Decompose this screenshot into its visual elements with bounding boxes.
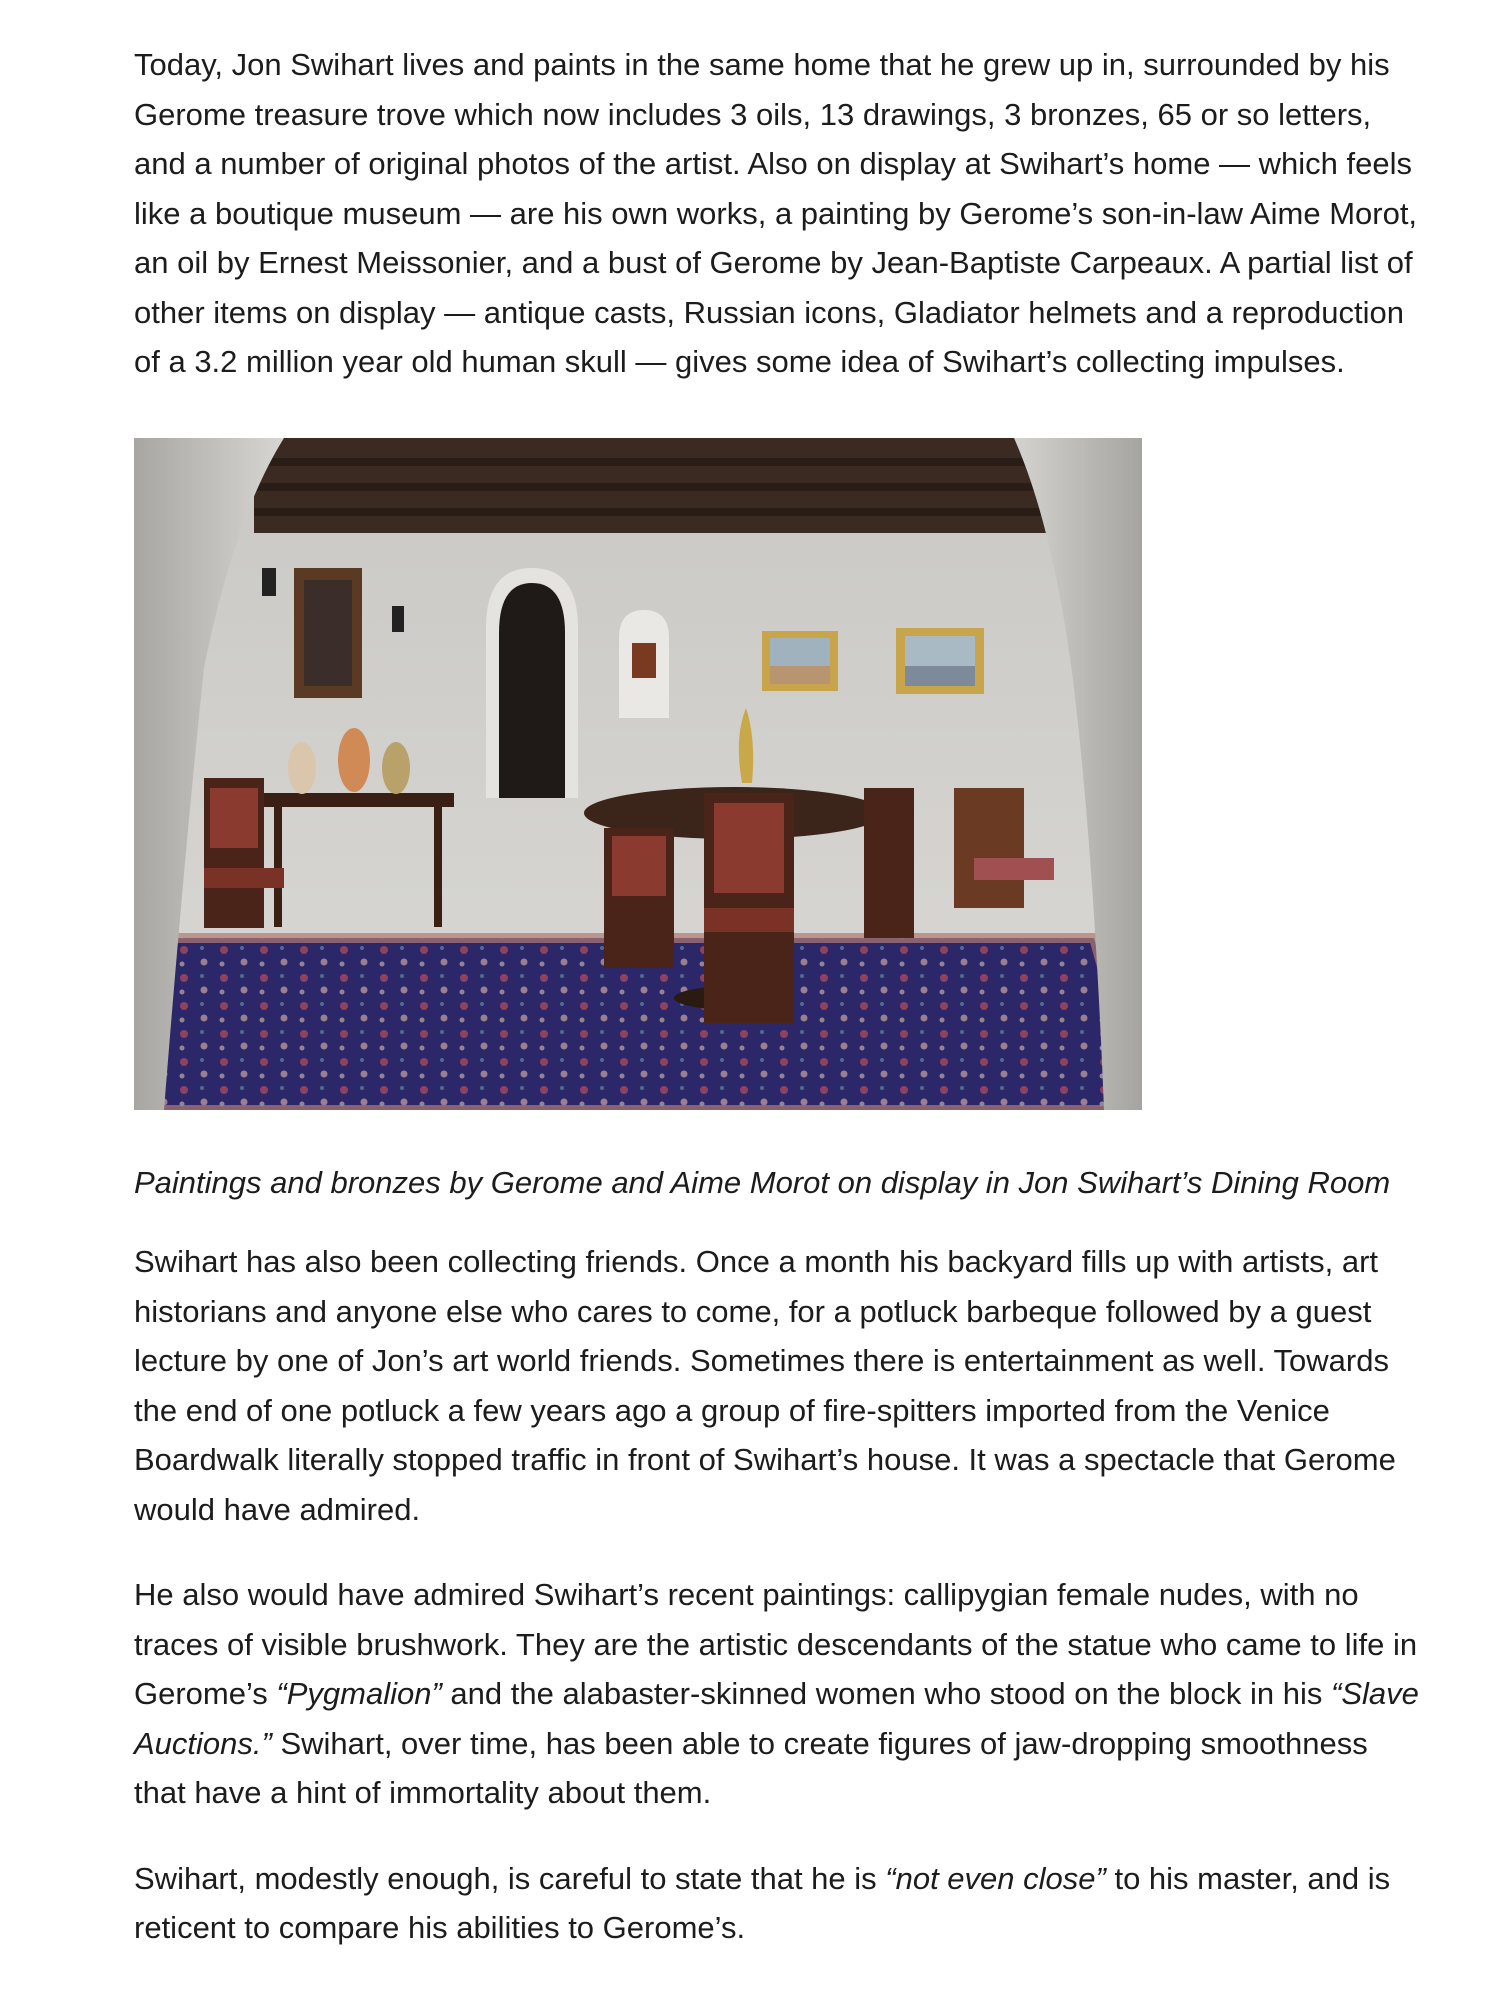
paragraph-text: Swihart, over time, has been able to create figures of jaw-dropping smoothness that have a hint of immortality about them. — [134, 1725, 1368, 1810]
paragraph-friends: Swihart has also been collecting friends. Once a month his backyard fills up with artists, art historians and anyone else who cares to come, for a potluck barbeque followed by a guest lecture by one of Jon’s art world friends. Sometimes there is entertainment as well. Towards the end of one potluck a few years ago a group of fire-spitters imported from the Venice Boardwalk literally stopped traffic in front of Swihart’s house. It was a spectacle that Gerome would have admired. — [134, 1244, 1396, 1527]
quote-not-even-close: “not even close” — [885, 1860, 1106, 1896]
paragraph-text: He also would have admired Swihart’s recent paintings: callipygian female nudes, with no traces of visible brushwork. They are the artistic descendants of the statue who came to life in Gerome’s — [134, 1577, 1418, 1711]
paragraph-collection: Today, Jon Swihart lives and paints in the same home that he grew up in, surrounded by his Gerome treasure trove which now includes 3 oils, 13 drawings, 3 bronzes, 65 or so letters, and a number of original photos of the artist. Also on display at Swihart’s home — which feels like a boutique museum — are his own works, a painting by Gerome’s son-in-law Aime Morot, an oil by Ernest Meissonier, and a bust of Gerome by Jean-Baptiste Carpeaux. A partial list of other items on display — antique casts, Russian icons, Gladiator helmets and a reproduction of a 3.2 million year old human skull — gives some idea of Swihart’s collecting impulses. — [134, 47, 1418, 379]
photo-caption: Paintings and bronzes by Gerome and Aime Morot on display in Jon Swihart’s Dining Room — [134, 1164, 1391, 1200]
title-slave-auctions: “Slave Auctions.” — [134, 1676, 1419, 1761]
paragraph-modesty — [134, 1854, 1424, 1953]
paragraph-text: to his master, and is reticent to compare his abilities to Gerome’s. — [134, 1860, 1391, 1945]
paragraph-text: Swihart, modestly enough, is careful to state that he is — [134, 1860, 886, 1896]
side-table — [264, 793, 454, 807]
title-pygmalion: “Pygmalion” — [276, 1676, 442, 1711]
article-body — [134, 40, 1424, 1989]
bust — [288, 742, 316, 794]
dining-room-photo — [134, 438, 1142, 1110]
paragraph-paintings — [134, 1570, 1424, 1818]
paragraph-text: and the alabaster-skinned women who stood on the block in his — [441, 1676, 1332, 1711]
icon-niche — [632, 643, 656, 678]
